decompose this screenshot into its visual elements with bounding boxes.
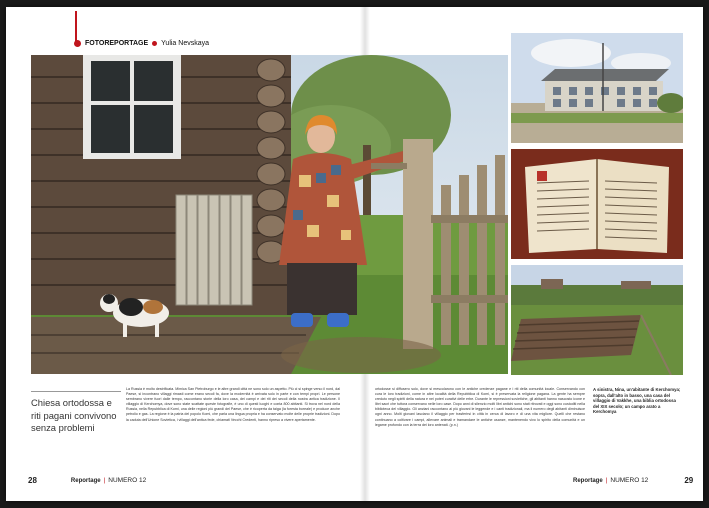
pull-quote-rule [31, 391, 121, 392]
photo-village-house [511, 33, 683, 143]
author-name: Yulia Nevskaya [161, 39, 209, 47]
red-dot-icon [152, 41, 157, 46]
main-photo [31, 55, 508, 374]
article-column-2: ortodosse si diffusero solo, dove si mescolarono con le antiche credenze pagane e i riti della comunità locale. Conservando con cura le loro tradizioni, come in altre località della Repubblica di Komi, si è preservata la religione pagana. La gente ha sempre creduto negli spiriti della natura e nei poteri curativi delle erbe. Durante le repressioni sovietiche, gli abitanti hanno nascosto icone e libri sacri che tuttora conservano nelle loro case. Dopo anni di silenzio molti libri antichi sono stati ritrovati e oggi sono custoditi nella biblioteca del villaggio. Gli anziani raccontano ai più giovani le leggende e i canti tradizionali, ma il numero degli abitanti diminuisce ogni anno. Molti giovani lasciano il villaggio per trasferirsi in città in cerca di lavoro e di una vita migliore. Quelli che restano continuano a coltivare i campi, allevare animali e tramandare le antiche usanze, mantenendo vivo lo spirito della comunità e un legame profondo con la terra dei loro antenati. (p.n.) [375, 387, 585, 427]
page-number: 29 [684, 476, 694, 485]
photo-old-bible [511, 149, 683, 259]
footer-separator: | [605, 477, 608, 484]
article-column-1: La Russia è molto destrificata. Mimica San Pietroburgo e le altre grandi città ne sono solo un aspetto. Più ci si spinge verso il nord, dal Paese, si incontrano villaggi rimasti come erano secoli fa, dove la modernità è arrivata solo in parte e con tempi propri. Le persone sembrano vivere fuori dalle tempo, raccontano storie della loro casa, dei campi e dei riti dei secoli della nostra antica tradizione. Il villaggio di Kerchomya, dove sono state scattate queste fotografie, è uno di questi luoghi e conta 800 abitanti. Si trova nel nord della Russia, nella Repubblica di Komi, una delle regioni più grandi del Paese, che è ricoperta da taiga (la foresta boreale) e produce anche petrolio e gas. La regione è la patria del popolo Komi, che parla una lingua propria e ha conservato molte delle proprie tradizioni. Dopo la caduta dell'Unione Sovietica, i villaggi dell'antica fede, chiamati Vecchi Credenti, hanno ripreso a vivere apertamente. [126, 387, 340, 422]
red-dot-icon [74, 40, 81, 47]
photo-caption: A sinistra, Nina, un'abitante di Kerchomya; sopra, dall'alto in basso, una casa del villaggio di Vakkhe, una biblia ortodossa del XIX secolo; un campo arato a Kerchomya [593, 387, 681, 415]
old-book-illustration [511, 149, 683, 259]
pull-quote: Chiesa ortodossa e riti pagani convivono senza problemi [31, 397, 117, 433]
issue-number: NUMERO 12 [108, 477, 147, 484]
plowed-field-illustration [511, 265, 683, 375]
woman-at-fence-illustration [31, 55, 508, 374]
footer-right [573, 476, 693, 485]
issue-number: NUMERO 12 [610, 477, 649, 484]
footer-left [28, 476, 146, 485]
photo-plowed-field [511, 265, 683, 375]
village-house-illustration [511, 33, 683, 143]
section-title: FOTOREPORTAGE [85, 39, 149, 47]
footer-separator: | [103, 477, 106, 484]
section-header [74, 36, 209, 50]
page-number: 28 [28, 476, 37, 485]
magazine-brand: Reportage [573, 477, 603, 484]
magazine-brand: Reportage [70, 477, 101, 484]
magazine-spread [6, 7, 703, 501]
